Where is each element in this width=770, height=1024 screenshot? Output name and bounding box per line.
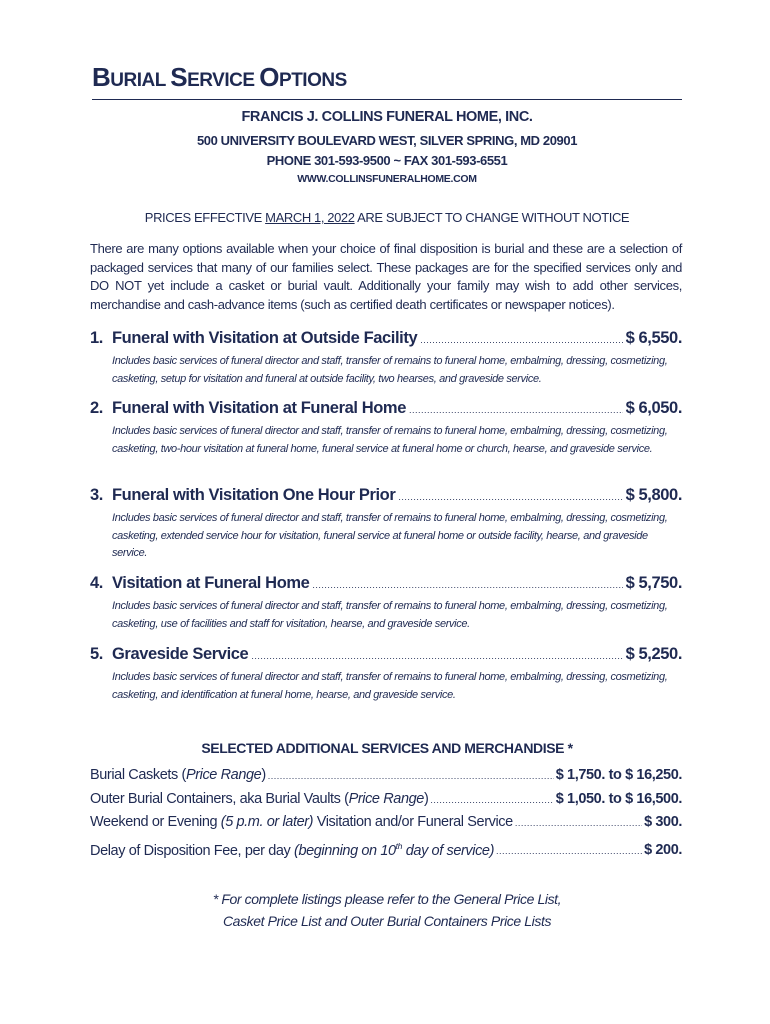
additional-item <box>90 811 682 835</box>
additional-item <box>90 835 682 863</box>
package-price: $ 5,750. <box>625 574 682 592</box>
website: WWW.COLLINSFUNERALHOME.COM <box>297 173 477 185</box>
dot-leader <box>251 645 622 667</box>
package-name: Funeral with Visitation One Hour Prior <box>112 486 396 504</box>
dot-leader <box>420 329 622 351</box>
additional-item <box>90 788 682 812</box>
package-name: Graveside Service <box>112 645 249 663</box>
business-address: 500 UNIVERSITY BOULEVARD WEST, SILVER SPRING, MD 20901 <box>196 133 578 148</box>
additional-item-label: Delay of Disposition Fee, per day (beginning on 10th day of service) <box>90 840 495 859</box>
additional-item-label: Outer Burial Containers, aka Burial Vaults (Price Range) <box>90 790 429 807</box>
dot-leader <box>398 486 622 508</box>
dot-leader <box>515 812 642 835</box>
additional-item-label: Weekend or Evening (5 p.m. or later) Visitation and/or Funeral Service <box>90 814 513 830</box>
package-description: Includes basic services of funeral director and staff, transfer of remains to funeral home, embalming, dressing, cosmetizing, casketing, extended service hour for visitation, funeral service at funeral home or outside facility, hearse, and graveside service. <box>112 512 668 559</box>
additional-services-heading: SELECTED ADDITIONAL SERVICES AND MERCHANDISE * <box>201 740 573 756</box>
dot-leader <box>409 399 623 421</box>
package-item <box>90 327 682 388</box>
package-name: Visitation at Funeral Home <box>112 574 310 592</box>
effective-date: MARCH 1, 2022 <box>265 210 355 225</box>
package-item <box>90 484 682 563</box>
additional-item <box>90 764 682 788</box>
package-item <box>90 572 682 633</box>
package-description: Includes basic services of funeral director and staff, transfer of remains to funeral home, embalming, dressing, cosmetizing, casketing, two-hour visitation at funeral home, funeral service at funeral home or church, hearse, and graveside service. <box>112 425 668 455</box>
package-number: 3. <box>90 486 103 504</box>
additional-item-price: $ 1,750. to $ 16,250. <box>555 767 682 783</box>
dot-leader <box>268 765 554 788</box>
intro-paragraph: There are many options available when your choice of final disposition is burial and these are a selection of packaged services that many of our families select. These packages are for the specified services only and DO NOT yet include a casket or burial vault. Additionally your family may wish to add other services, merchandise and cash-advance items (such as certified death certificates or newspaper notices). <box>90 241 682 312</box>
package-number: 5. <box>90 645 103 663</box>
package-number: 4. <box>90 574 103 592</box>
package-item <box>90 397 682 458</box>
package-price: $ 5,800. <box>625 486 682 504</box>
package-number: 1. <box>90 329 103 347</box>
dot-leader <box>312 574 622 596</box>
package-price: $ 6,550. <box>625 329 682 347</box>
dot-leader <box>430 789 553 812</box>
additional-item-label: Burial Caskets (Price Range) <box>90 767 266 783</box>
package-item <box>90 643 682 704</box>
additional-item-price: $ 200. <box>644 842 682 859</box>
additional-services-list <box>90 764 682 863</box>
package-price: $ 5,250. <box>625 645 682 663</box>
package-description: Includes basic services of funeral director and staff, transfer of remains to funeral home, embalming, dressing, cosmetizing, casketing, and identification at funeral home, hearse, and graveside service. <box>112 671 668 701</box>
package-description: Includes basic services of funeral director and staff, transfer of remains to funeral home, embalming, dressing, cosmetizing, casketing, setup for visitation and funeral at outside facility, two hearses, and graveside service. <box>112 355 668 385</box>
prices-effective-notice: PRICES EFFECTIVE MARCH 1, 2022 ARE SUBJECT TO CHANGE WITHOUT NOTICE <box>144 210 630 225</box>
business-name: FRANCIS J. COLLINS FUNERAL HOME, INC. <box>241 109 533 125</box>
document-title: BURIAL SERVICE OPTIONS <box>92 62 682 100</box>
package-name: Funeral with Visitation at Outside Facility <box>112 329 418 347</box>
package-price: $ 6,050. <box>625 399 682 417</box>
footnote: * For complete listings please refer to the General Price List, Casket Price List and Outer Burial Containers Price Lists <box>212 891 562 929</box>
phone-fax: PHONE 301-593-9500 ~ FAX 301-593-6551 <box>266 153 508 168</box>
additional-item-price: $ 1,050. to $ 16,500. <box>555 790 682 807</box>
package-name: Funeral with Visitation at Funeral Home <box>112 399 406 417</box>
dot-leader <box>496 840 642 863</box>
additional-item-price: $ 300. <box>644 814 682 830</box>
package-description: Includes basic services of funeral director and staff, transfer of remains to funeral home, embalming, dressing, cosmetizing, casketing, use of facilities and staff for visitation, hearse, and graveside service. <box>112 600 668 630</box>
package-number: 2. <box>90 399 103 417</box>
